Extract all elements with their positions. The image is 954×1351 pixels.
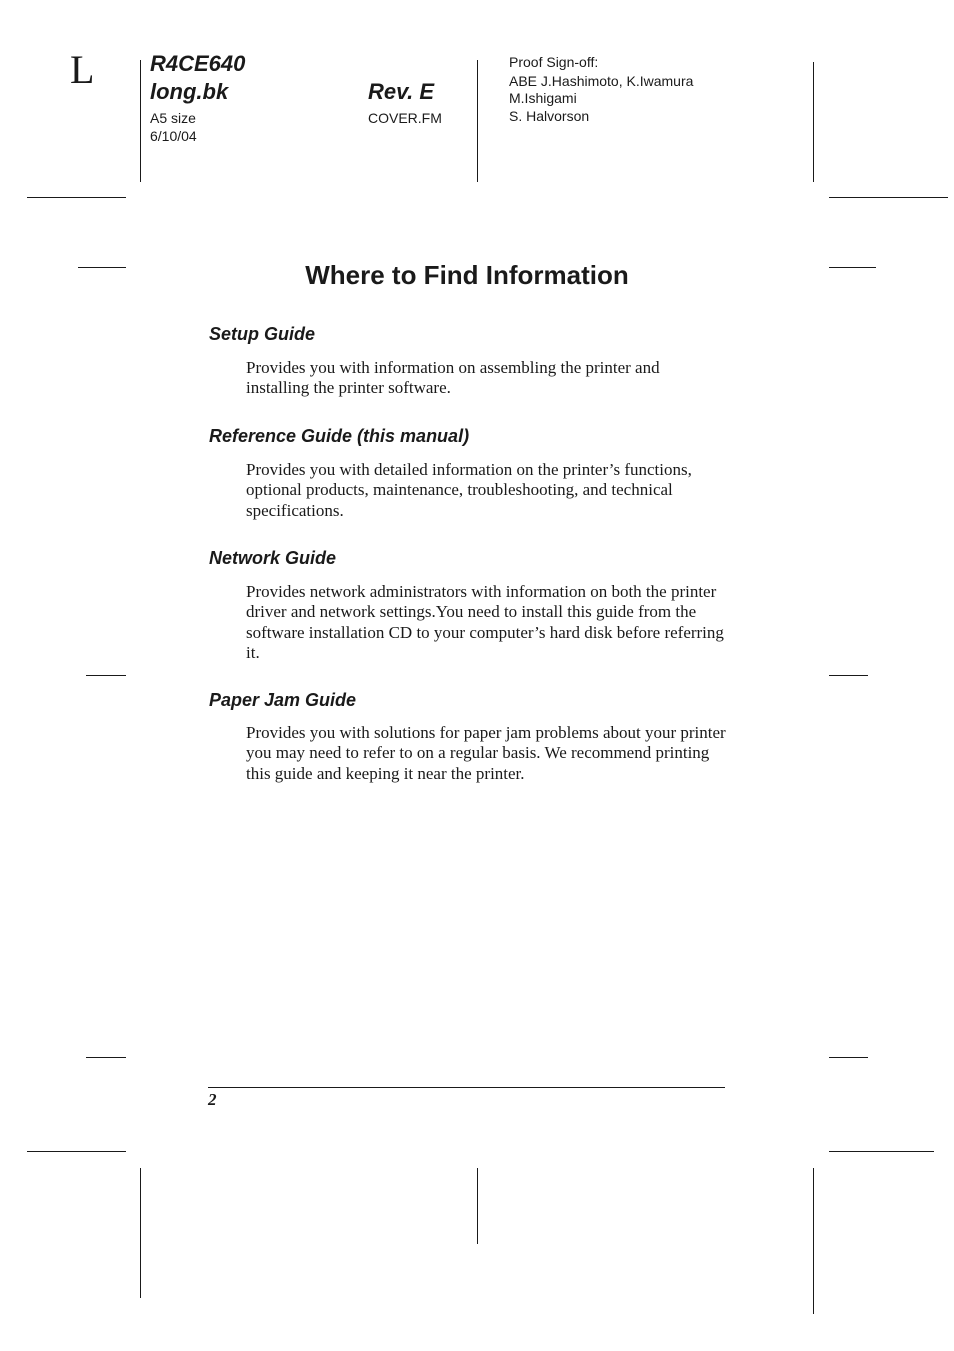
crop-mark	[27, 1151, 126, 1152]
footer-rule	[140, 1168, 141, 1298]
header-rule	[477, 60, 478, 182]
crop-mark	[86, 1057, 126, 1058]
section-body: Provides network administrators with information on both the printer driver and network settings.You need to install this guide from the software installation CD to your computer’s hard disk before referring it.	[246, 582, 724, 662]
section-body: Provides you with detailed information on the printer’s functions, optional products, maintenance, troubleshooting, and technical specifications.	[246, 460, 692, 520]
page-title: Where to Find Information	[305, 260, 629, 290]
section-heading: Setup Guide	[209, 324, 316, 344]
page-side-marker: L	[70, 47, 95, 92]
section-body: Provides you with information on assembling the printer and installing the printer software.	[246, 358, 660, 398]
crop-mark	[27, 197, 126, 198]
proof-title: Proof Sign-off:	[509, 54, 599, 70]
footer-rule	[477, 1168, 478, 1244]
section-heading: Reference Guide (this manual)	[209, 426, 470, 446]
crop-mark	[86, 675, 126, 676]
doc-date: 6/10/04	[150, 128, 197, 144]
section-heading: Paper Jam Guide	[209, 690, 357, 710]
header-rule	[140, 60, 141, 182]
footer-divider	[208, 1087, 725, 1088]
proof-line: S. Halvorson	[509, 108, 590, 124]
proof-line: ABE J.Hashimoto, K.Iwamura	[509, 73, 694, 89]
proof-line: M.Ishigami	[509, 90, 577, 106]
doc-code: R4CE640	[150, 51, 246, 76]
file-name: COVER.FM	[368, 110, 442, 126]
crop-mark	[829, 1151, 934, 1152]
section-body: Provides you with solutions for paper jam problems about your printer you may need to refer to on a regular basis. We recommend printing this guide and keeping it near the printer.	[246, 723, 726, 783]
crop-mark	[829, 1057, 868, 1058]
crop-mark	[829, 197, 948, 198]
section-heading: Network Guide	[209, 548, 337, 568]
page-size: A5 size	[150, 110, 196, 126]
book-name: long.bk	[150, 79, 229, 104]
revision: Rev. E	[368, 79, 435, 104]
header-rule	[813, 62, 814, 182]
crop-mark	[829, 675, 868, 676]
footer-rule	[813, 1168, 814, 1314]
page-number: 2	[208, 1090, 217, 1109]
